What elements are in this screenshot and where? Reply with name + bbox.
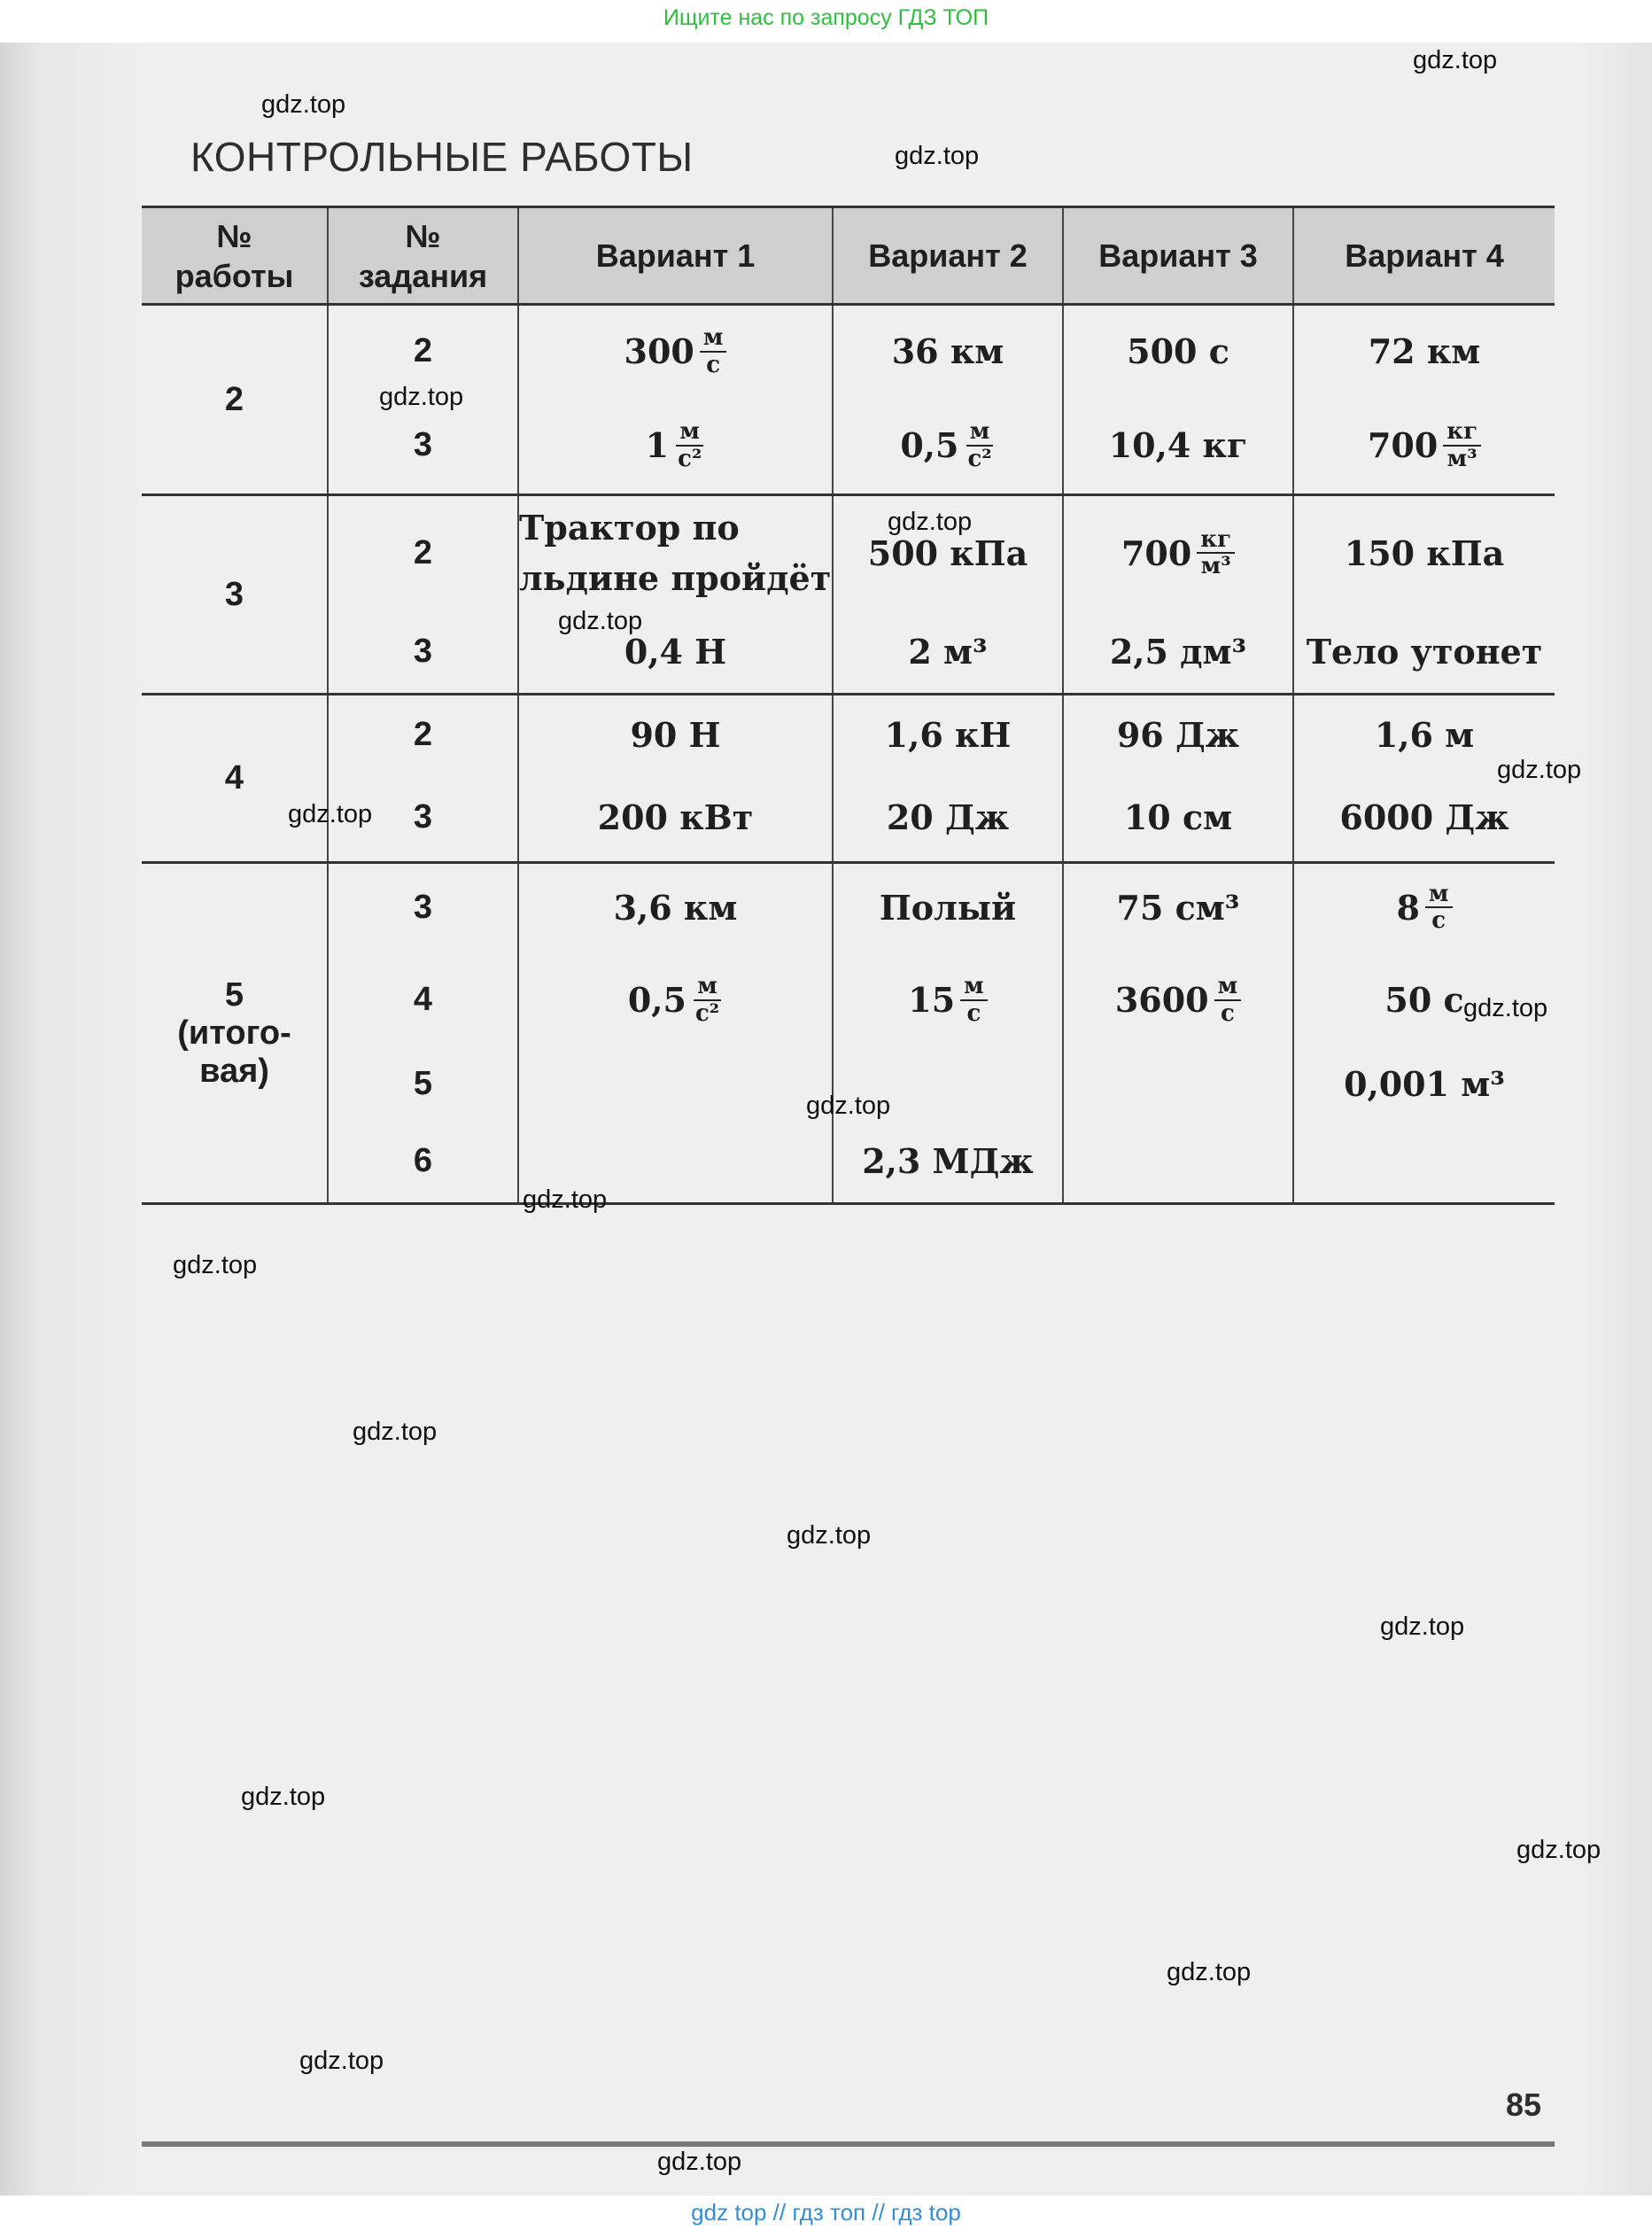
watermark[interactable]: gdz.top bbox=[241, 1783, 326, 1811]
answer-v1: 300 $\frac{м}{с}$ bbox=[518, 305, 833, 398]
watermark[interactable]: gdz.top bbox=[1497, 756, 1582, 784]
job-number: 3 bbox=[142, 495, 328, 695]
job-number: 4 bbox=[142, 695, 328, 863]
watermark[interactable]: gdz.top bbox=[353, 1418, 438, 1446]
watermark[interactable]: gdz.top bbox=[558, 607, 643, 635]
answer-v2: 2,3 МДж bbox=[833, 1120, 1063, 1204]
table-row bbox=[142, 398, 1555, 495]
task-number: 2 bbox=[328, 695, 518, 774]
answer-v2: 0,5 $\frac{м}{\text{с²}}$ bbox=[833, 398, 1063, 495]
watermark[interactable]: gdz.top bbox=[895, 142, 980, 170]
answer-v4: 6000 Дж bbox=[1293, 774, 1555, 863]
answer-v3: 96 Дж bbox=[1063, 695, 1293, 774]
watermark[interactable]: gdz.top bbox=[1463, 994, 1548, 1022]
answer-v3: 75 см³ bbox=[1063, 863, 1293, 952]
answer-v2: Полый bbox=[833, 863, 1063, 952]
unit-fraction: $\frac{м}{\text{с²}}$ bbox=[678, 418, 702, 472]
task-number: 2 bbox=[328, 495, 518, 610]
unit-fraction: $\frac{м}{с}$ bbox=[960, 974, 988, 1026]
table-row bbox=[142, 610, 1555, 695]
watermark[interactable]: gdz.top bbox=[806, 1092, 891, 1120]
watermark[interactable]: gdz.top bbox=[173, 1251, 258, 1279]
task-number: 3 bbox=[328, 774, 518, 863]
header-variant-1: Вариант 1 bbox=[518, 207, 833, 305]
table-row bbox=[142, 695, 1555, 774]
answer-v1: 3,6 км bbox=[518, 863, 833, 952]
answer-v1: 0,4 Н bbox=[518, 610, 833, 695]
watermark[interactable]: gdz.top bbox=[299, 2047, 384, 2075]
answer-v3: 10 см bbox=[1063, 774, 1293, 863]
table-row bbox=[142, 863, 1555, 952]
watermark[interactable]: gdz.top bbox=[1380, 1612, 1465, 1641]
banner[interactable]: Ищите нас по запросу ГДЗ ТОП bbox=[663, 5, 989, 30]
answer-v1: 1 $\frac{м}{\text{с²}}$ bbox=[518, 398, 833, 495]
table-row bbox=[142, 952, 1555, 1049]
footer-links[interactable]: gdz top // гдз топ // гдз top bbox=[691, 2199, 961, 2226]
unit-fraction: $\frac{кг}{\text{м³}}$ bbox=[1197, 527, 1235, 579]
header-task: № задания bbox=[328, 207, 518, 305]
header-variant-3: Вариант 3 bbox=[1063, 207, 1293, 305]
answers-table bbox=[142, 206, 1555, 1205]
bottom-rule bbox=[142, 2141, 1555, 2147]
answer-v4: Тело утонет bbox=[1293, 610, 1555, 695]
answer-v4: 700 $\frac{кг}{\text{м³}}$ bbox=[1293, 398, 1555, 495]
task-number: 2 bbox=[328, 305, 518, 398]
table-row bbox=[142, 305, 1555, 398]
watermark[interactable]: gdz.top bbox=[261, 90, 346, 119]
answer-v2: 500 кПа bbox=[833, 495, 1063, 610]
answer-v3: 700 $\frac{кг}{\text{м³}}$ bbox=[1063, 495, 1293, 610]
answer-v4: 0,001 м³ bbox=[1293, 1049, 1555, 1120]
watermark[interactable]: gdz.top bbox=[1516, 1836, 1602, 1864]
watermark[interactable]: gdz.top bbox=[523, 1185, 608, 1214]
watermark[interactable]: gdz.top bbox=[1413, 46, 1498, 74]
watermark[interactable]: gdz.top bbox=[288, 800, 373, 828]
watermark[interactable]: gdz.top bbox=[787, 1521, 872, 1550]
answer-v4: 1,6 м bbox=[1293, 695, 1555, 774]
answer-v3: 3600 $\frac{м}{с}$ bbox=[1063, 952, 1293, 1049]
page-heading: КОНТРОЛЬНЫЕ РАБОТЫ bbox=[190, 134, 694, 180]
answer-v3: 10,4 кг bbox=[1063, 398, 1293, 495]
unit-fraction: $\frac{м}{с}$ bbox=[1425, 882, 1453, 934]
table-row bbox=[142, 495, 1555, 610]
job-number: 2 bbox=[142, 305, 328, 495]
header-variant-2: Вариант 2 bbox=[833, 207, 1063, 305]
task-number: 3 bbox=[328, 610, 518, 695]
task-number: 3 bbox=[328, 863, 518, 952]
watermark[interactable]: gdz.top bbox=[888, 508, 973, 536]
page-number: 85 bbox=[1506, 2086, 1542, 2123]
answer-v3: 2,5 дм³ bbox=[1063, 610, 1293, 695]
answer-v3 bbox=[1063, 1049, 1293, 1120]
answer-v2: 36 км bbox=[833, 305, 1063, 398]
table-header-row bbox=[142, 207, 1555, 305]
answer-v4: 8 $\frac{м}{с}$ bbox=[1293, 863, 1555, 952]
header-job: № работы bbox=[142, 207, 328, 305]
task-number: 5 bbox=[328, 1049, 518, 1120]
answer-v1: 200 кВт bbox=[518, 774, 833, 863]
answer-v2: 2 м³ bbox=[833, 610, 1063, 695]
answer-v3: 500 с bbox=[1063, 305, 1293, 398]
job-number: 5 (итого- вая) bbox=[142, 863, 328, 1204]
answer-v2: 15 $\frac{м}{с}$ bbox=[833, 952, 1063, 1049]
unit-fraction: $\frac{м}{\text{с²}}$ bbox=[694, 972, 720, 1027]
answer-v4: 72 км bbox=[1293, 305, 1555, 398]
answer-v1: Трактор по льдине пройдёт bbox=[518, 495, 833, 610]
answer-v1: 0,5 $\frac{м}{\text{с²}}$ bbox=[518, 952, 833, 1049]
unit-fraction: $\frac{м}{с}$ bbox=[1214, 974, 1242, 1026]
unit-fraction: $\frac{кг}{\text{м³}}$ bbox=[1443, 419, 1481, 471]
watermark[interactable]: gdz.top bbox=[379, 383, 464, 411]
answer-v2: 1,6 кН bbox=[833, 695, 1063, 774]
answer-v3 bbox=[1063, 1120, 1293, 1204]
answer-v4: 150 кПа bbox=[1293, 495, 1555, 610]
unit-fraction: $\frac{м}{\text{с²}}$ bbox=[967, 418, 992, 472]
answer-v4 bbox=[1293, 1120, 1555, 1204]
task-number: 3 bbox=[328, 398, 518, 495]
answer-v2: 20 Дж bbox=[833, 774, 1063, 863]
watermark[interactable]: gdz.top bbox=[1167, 1958, 1252, 1986]
task-number: 6 bbox=[328, 1120, 518, 1204]
header-variant-4: Вариант 4 bbox=[1293, 207, 1555, 305]
answer-v1: 90 Н bbox=[518, 695, 833, 774]
answer-v1 bbox=[518, 1049, 833, 1120]
table-row bbox=[142, 1120, 1555, 1204]
task-number: 4 bbox=[328, 952, 518, 1049]
watermark[interactable]: gdz.top bbox=[657, 2148, 742, 2176]
unit-fraction: $\frac{м}{с}$ bbox=[700, 325, 727, 377]
answer-v4: 50 с bbox=[1293, 952, 1555, 1049]
